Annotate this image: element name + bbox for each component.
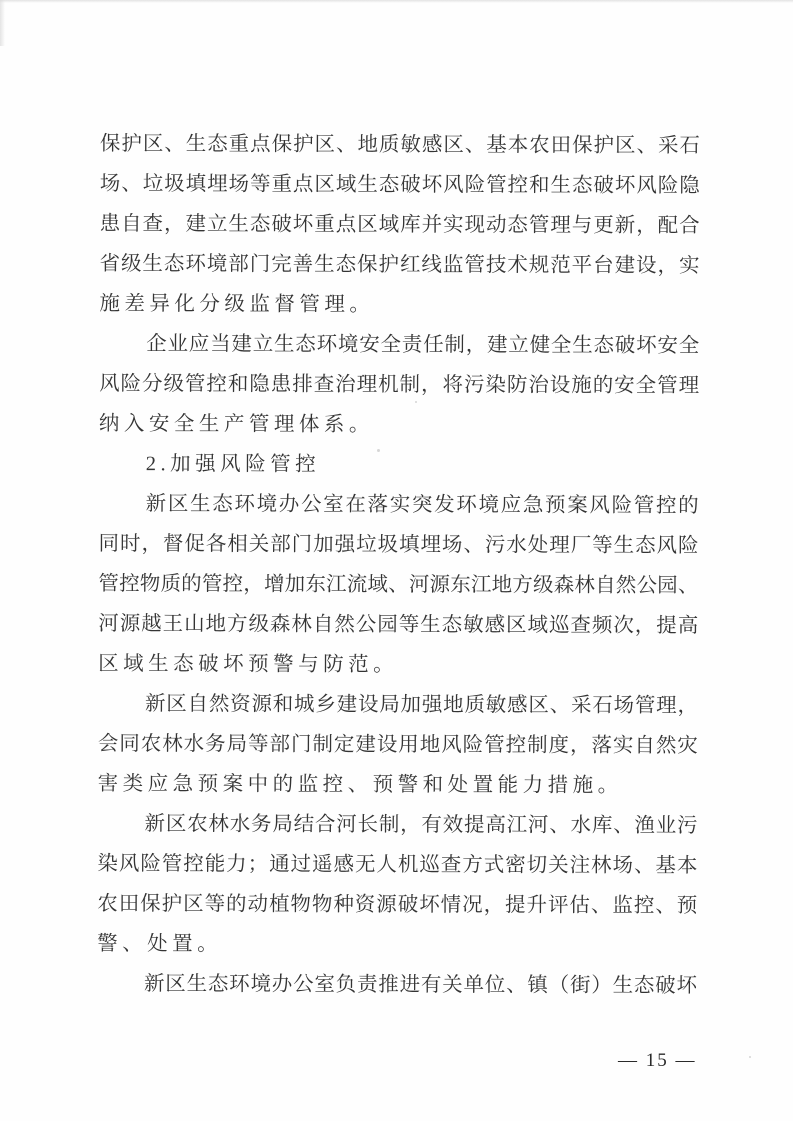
text-line: 区域生态破坏预警与防范。	[98, 652, 399, 677]
text-line: 警、处置。	[97, 932, 223, 956]
page-number: — 15 —	[618, 1050, 697, 1071]
paragraph-continuation	[99, 124, 700, 326]
paragraph-enterprise-responsibility	[99, 324, 699, 446]
text-line: 患自查，建立生态破坏重点区域库并实现动态管理与更新，配合	[99, 212, 700, 238]
text-line: 保护区、生态重点保护区、地质敏感区、基本农田保护区、采石	[99, 132, 700, 158]
text-line: 河源越王山地方级森林自然公园等生态敏感区域巡查频次，提高	[98, 612, 699, 638]
text-line: 新区生态环境办公室在落实突发环境应急预案风险管控的	[145, 493, 699, 518]
paragraph-natural-resources-bureau	[98, 684, 698, 806]
scan-speck	[749, 1056, 751, 1058]
scan-edge-top	[0, 0, 793, 3]
section-heading-2	[99, 444, 699, 486]
text-line: 农田保护区等的动植物物种资源破坏情况，提升评估、监控、预	[97, 892, 698, 918]
scan-edge-corner	[0, 0, 5, 46]
text-line: 会同农林水务局等部门制定建设用地风险管控制度，落实自然灾	[97, 732, 698, 758]
text-line: 害类应急预案中的监控、预警和处置能力措施。	[97, 772, 623, 797]
text-line: 新区自然资源和城乡建设局加强地质敏感区、采石场管理，	[144, 693, 699, 718]
text-line: 同时，督促各相关部门加强垃圾填埋场、污水处理厂等生态风险	[98, 532, 699, 558]
text-line: 施差异化分级监督管理。	[99, 292, 375, 316]
text-line: 管控物质的管控，增加东江流域、河源东江地方级森林自然公园、	[98, 572, 699, 598]
text-line: 风险分级管控和隐患排查治理机制，将污染防治设施的安全管理	[99, 372, 700, 398]
paragraph-eco-office-patrol	[98, 484, 699, 686]
paragraph-eco-office-promote	[97, 964, 697, 1006]
section-heading-line: 2.加强风险管控	[145, 453, 321, 476]
paragraph-agriculture-water-bureau	[97, 804, 698, 966]
text-block	[97, 124, 700, 1006]
text-line: 新区生态环境办公室负责推进有关单位、镇（街）生态破坏	[143, 973, 698, 998]
text-line: 纳入安全生产管理体系。	[98, 412, 374, 436]
text-line: 场、垃圾填埋场等重点区域生态破坏风险管控和生态破坏风险隐	[99, 172, 700, 198]
text-line: 企业应当建立生态环境安全责任制，建立健全生态破坏安全	[146, 333, 700, 358]
text-line: 染风险管控能力；通过遥感无人机巡查方式密切关注林场、基本	[97, 852, 698, 878]
text-line: 新区农林水务局结合河长制，有效提高江河、水库、渔业污	[144, 813, 698, 838]
text-line: 省级生态环境部门完善生态保护红线监管技术规范平台建设，实	[99, 252, 700, 278]
